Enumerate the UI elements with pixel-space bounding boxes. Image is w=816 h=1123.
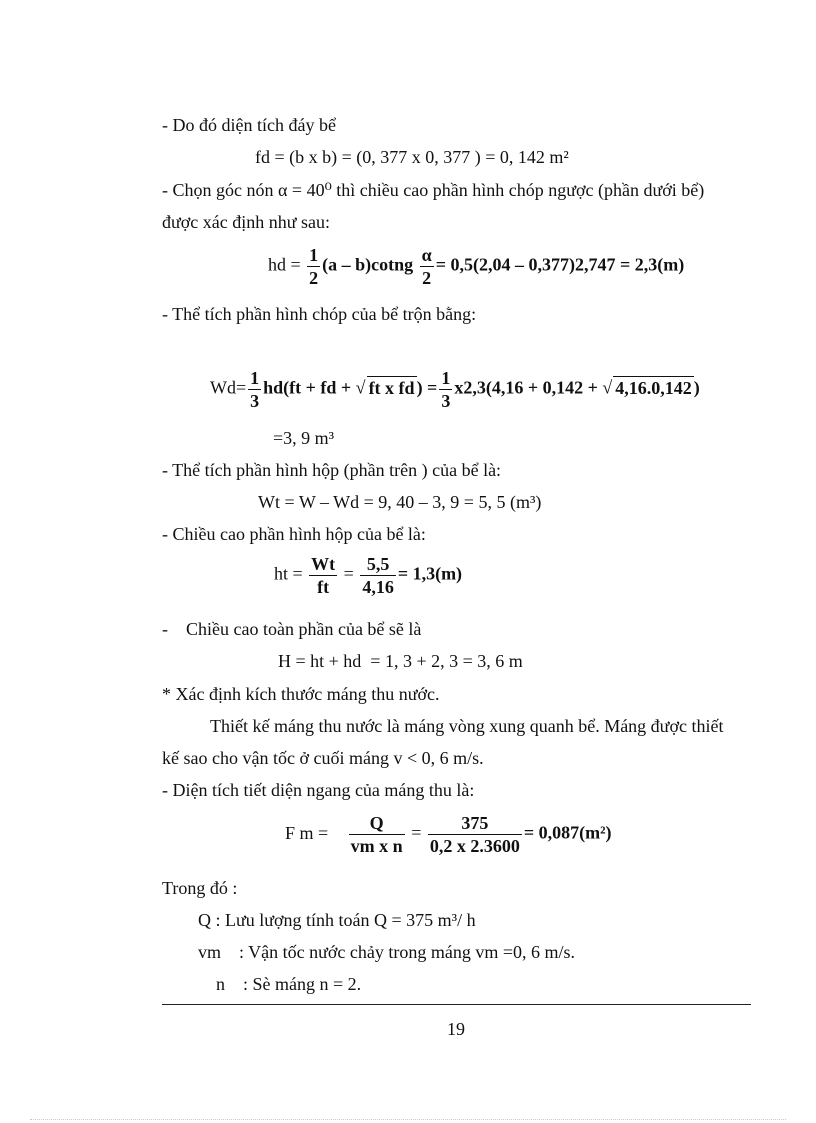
line-dien-tich-day: - Do đó diện tích đáy bể <box>162 115 336 135</box>
equation-hd <box>268 244 684 289</box>
eq-wd-lhs: Wd= <box>210 377 247 398</box>
equation-fm <box>285 812 611 857</box>
line-the-tich-hop: - Thể tích phần hình hộp (phần trên ) của bể là: <box>162 460 502 480</box>
paragraph-thiet-ke-2: kế sao cho vận tốc ở cuối máng v < 0, 6 m/s. <box>162 748 484 768</box>
def-n: n : Sè máng n = 2. <box>216 974 362 994</box>
footer-rule <box>162 1004 751 1005</box>
line-xac-dinh-mang: * Xác định kích thước máng thu nước. <box>162 684 440 704</box>
eq-ht-equals: = <box>343 563 354 584</box>
eq-fm-fraction-2: $\frac{375}{0,2 x 2.3600}$ <box>429 813 520 856</box>
eq-wd-rhs: x2,3(4,16 + 0,142 + <box>454 377 603 398</box>
equation-ht <box>274 553 462 598</box>
eq-fm-equals: = <box>411 822 422 843</box>
eq-fm-lhs: F m = <box>285 822 329 843</box>
eq-wd-mid2: ) = <box>416 377 438 398</box>
eq-h: H = ht + hd = 1, 3 + 2, 3 = 3, 6 m <box>278 651 523 671</box>
eq-fd: fd = (b x b) = (0, 377 x 0, 377 ) = 0, 142 m² <box>255 147 569 167</box>
eq-hd-fraction-2: $\frac{\alpha}{2}$ <box>421 245 432 288</box>
page-edge-dots <box>30 1119 786 1120</box>
eq-hd-lhs: hd = <box>268 254 301 275</box>
eq-wd-sqrt-1: ft x fd <box>368 377 415 398</box>
eq-hd-mid: (a – b)cotng <box>322 254 414 275</box>
eq-fm-rhs: = 0,087(m²) <box>523 822 612 843</box>
line-the-tich-chop: - Thể tích phần hình chóp của bể trộn bằng: <box>162 304 477 324</box>
eq-hd-fraction-1: $\frac{1}{2}$ <box>309 245 319 288</box>
eq-ht-fraction-2: $\frac{5,5}{4,16}$ <box>362 554 394 597</box>
eq-wt: Wt = W – Wd = 9, 40 – 3, 9 = 5, 5 (m³) <box>258 492 542 512</box>
eq-ht-lhs: ht = <box>274 563 303 584</box>
line-xac-dinh: được xác định như sau: <box>162 212 330 232</box>
eq-hd-rhs: = 0,5(2,04 – 0,377)2,747 = 2,3(m) <box>435 254 685 275</box>
paragraph-thiet-ke-1: Thiết kế máng thu nước là máng vòng xung quanh bể. Máng được thiết <box>210 716 724 736</box>
eq-wd-fraction-2: $\frac{1}{3}$ <box>441 368 451 411</box>
eq-fm-fraction-1: $\frac{Q}{\text{vm x n}}$ <box>350 813 403 856</box>
line-trong-do: Trong đó : <box>162 878 238 898</box>
def-vm: vm : Vận tốc nước chảy trong máng vm =0, 6 m/s. <box>198 942 576 962</box>
eq-wd-sqrt-2: 4,16.0,142 <box>615 377 692 398</box>
def-q: Q : Lưu lượng tính toán Q = 375 m³/ h <box>198 910 476 930</box>
page-number: 19 <box>447 1019 465 1039</box>
eq-ht-rhs: = 1,3(m) <box>397 563 463 584</box>
eq-ht-fraction-1: $\frac{Wt}{ft}$ <box>311 554 336 597</box>
eq-wd-end: ) <box>693 377 700 398</box>
eq-wd-mid: hd(ft + fd + <box>263 377 356 398</box>
eq-wd-result: =3, 9 m³ <box>273 428 335 448</box>
line-dien-tich-tiet-dien: - Diện tích tiết diện ngang của máng thu là: <box>162 780 475 800</box>
eq-wd-fraction-1: $\frac{1}{3}$ <box>250 368 260 411</box>
line-chieu-cao-toan-phan: - Chiều cao toàn phần của bể sẽ là <box>162 619 422 639</box>
line-chieu-cao-hop: - Chiều cao phần hình hộp của bể là: <box>162 524 426 544</box>
equation-wd: Wd= $\frac{1}{3}$ hd(ft + fd + √ ft x fd ) = $\frac{1}{3}$ x2,3(4,16 + 0,142 + √ 4,16.0,142 ) <box>210 368 700 411</box>
line-chon-goc-non: - Chọn góc nón α = 40⁰ thì chiều cao phần hình chóp ngược (phần dưới bể) <box>162 180 705 200</box>
